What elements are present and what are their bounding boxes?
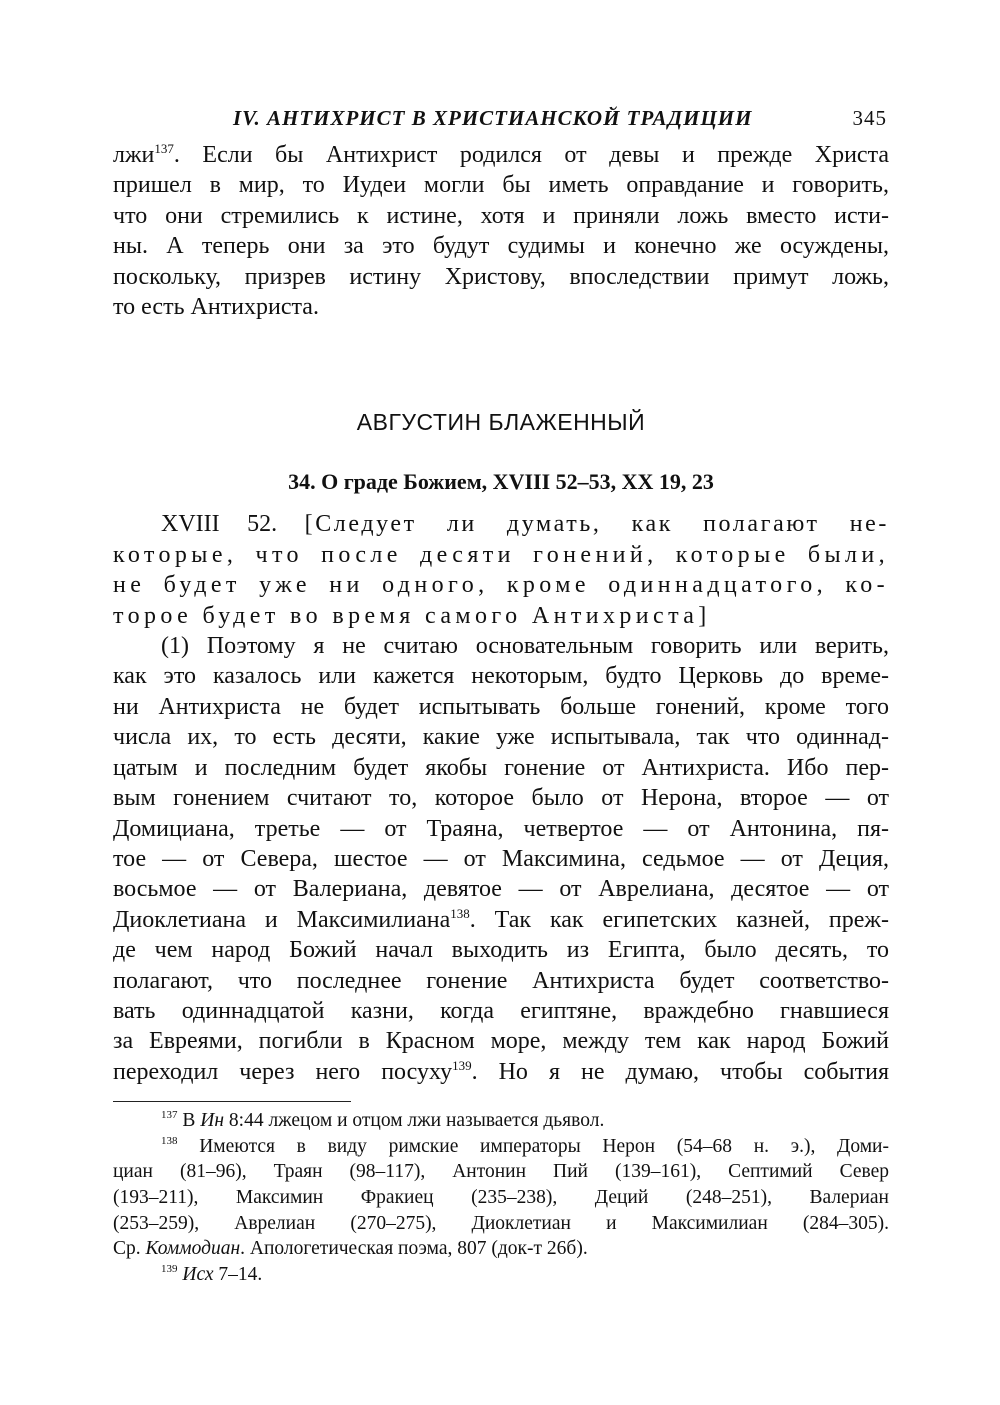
footnote-divider (113, 1101, 351, 1102)
footnote-line: (253–259), Аврелиан (270–275), Диоклетиан и Максимилиан (284–305). (113, 1212, 889, 1234)
footnote-139: $^{139}$ Исх 7–14. (161, 1262, 263, 1285)
text-line: (1) Поэтому я не считаю основательным говорить или верить, (161, 633, 889, 660)
text-line: пришел в мир, то Иудеи могли бы иметь оправдание и говорить, (113, 172, 889, 199)
chapter-line: не будет уже ни одного, кроме одиннадцатого, ко- (113, 572, 889, 599)
running-title: IV. АНТИХРИСТ В ХРИСТИАНСКОЙ ТРАДИЦИИ (233, 106, 753, 130)
chapter-line: XVIII 52. [Следует ли думать, как полагают не- (161, 511, 889, 538)
chapter-line: которые, что после десяти гонений, которые были, (113, 541, 889, 568)
footnote-line: Ср. Коммодиан. Апологетическая поэма, 807 (док-т 26б). (113, 1238, 588, 1260)
footnote-line: (193–211), Максимин Фракиец (235–238), Деций (248–251), Валериан (113, 1186, 889, 1208)
text-line: Домициана, третье — от Траяна, четвертое — от Антонина, пя- (113, 815, 889, 842)
text-line: поскольку, призрев истину Христову, впоследствии примут ложь, (113, 263, 889, 290)
text-line: лжи$^{137}$. Если бы Антихрист родился от девы и прежде Христа (113, 141, 889, 168)
footnote-138: $^{138}$ Имеются в виду римские императоры Нерон (54–68 н. э.), Доми- (161, 1134, 889, 1157)
running-header (113, 100, 889, 140)
page-number: 345 (852, 106, 887, 130)
chapter-title-block (113, 509, 889, 631)
footnotes (113, 1108, 889, 1287)
section-heading: АВГУСТИН БЛАЖЕННЫЙ (356, 409, 646, 436)
text-line: ни Антихриста не будет испытывать больше гонений, кроме того (113, 693, 889, 720)
main-paragraph (113, 631, 889, 1087)
text-line: восьмое — от Валериана, девятое — от Аврелиана, десятое — от (113, 876, 889, 903)
text-line: за Евреями, погибли в Красном море, между тем как народ Божий (113, 1028, 889, 1055)
footnote-ref[interactable]: 137 (154, 141, 174, 156)
text-line: что они стремились к истине, хотя и приняли ложь вместо исти- (113, 202, 889, 229)
chapter-line: торое будет во время самого Антихриста] (113, 602, 711, 629)
footnote-ref[interactable]: 138 (450, 905, 470, 921)
text-line: де чем народ Божий начал выходить из Египта, было десять, то (113, 937, 889, 964)
text-line: переходил через него посуху$^{139}$. Но я не думаю, чтобы события (113, 1057, 889, 1085)
text-line: то есть Антихриста. (113, 294, 319, 321)
text-line: ны. А теперь они за это будут судимы и конечно же осуждены, (113, 233, 889, 260)
text-line: полагают, что последнее гонение Антихриста будет соответство- (113, 967, 889, 994)
intro-paragraph (113, 140, 889, 322)
chapter-label: XVIII 52. (161, 511, 278, 538)
book-page (113, 100, 889, 1287)
text-line: тое — от Севера, шестое — от Максимина, седьмое — от Деция, (113, 845, 889, 872)
footnote-137: $^{137}$ В Ин 8:44 лжецом и отцом лжи называется дьявол. (161, 1109, 605, 1132)
text-line: Диоклетиана и Максимилиана$^{138}$. Так как египетских казней, преж- (113, 905, 889, 933)
text-line: числа их, то есть десяти, какие уже испытывала, так что одиннад- (113, 724, 889, 751)
text-line: цатым и последним будет якобы гонение от Антихриста. Ибо пер- (113, 754, 889, 781)
text-line: вать одиннадцатой казни, когда египтяне, враждебно гнавшиеся (113, 997, 889, 1024)
footnote-ref[interactable]: 139 (452, 1057, 472, 1073)
footnote-line: циан (81–96), Траян (98–117), Антонин Пий (139–161), Септимий Север (113, 1161, 889, 1183)
document-heading: 34. О граде Божием, XVIII 52–53, XX 19, 23 (288, 469, 714, 495)
text-line: как это казалось или кажется некоторым, будто Церковь до време- (113, 663, 889, 690)
text-line: вым гонением считают то, которое было от Нерона, второе — от (113, 785, 889, 812)
